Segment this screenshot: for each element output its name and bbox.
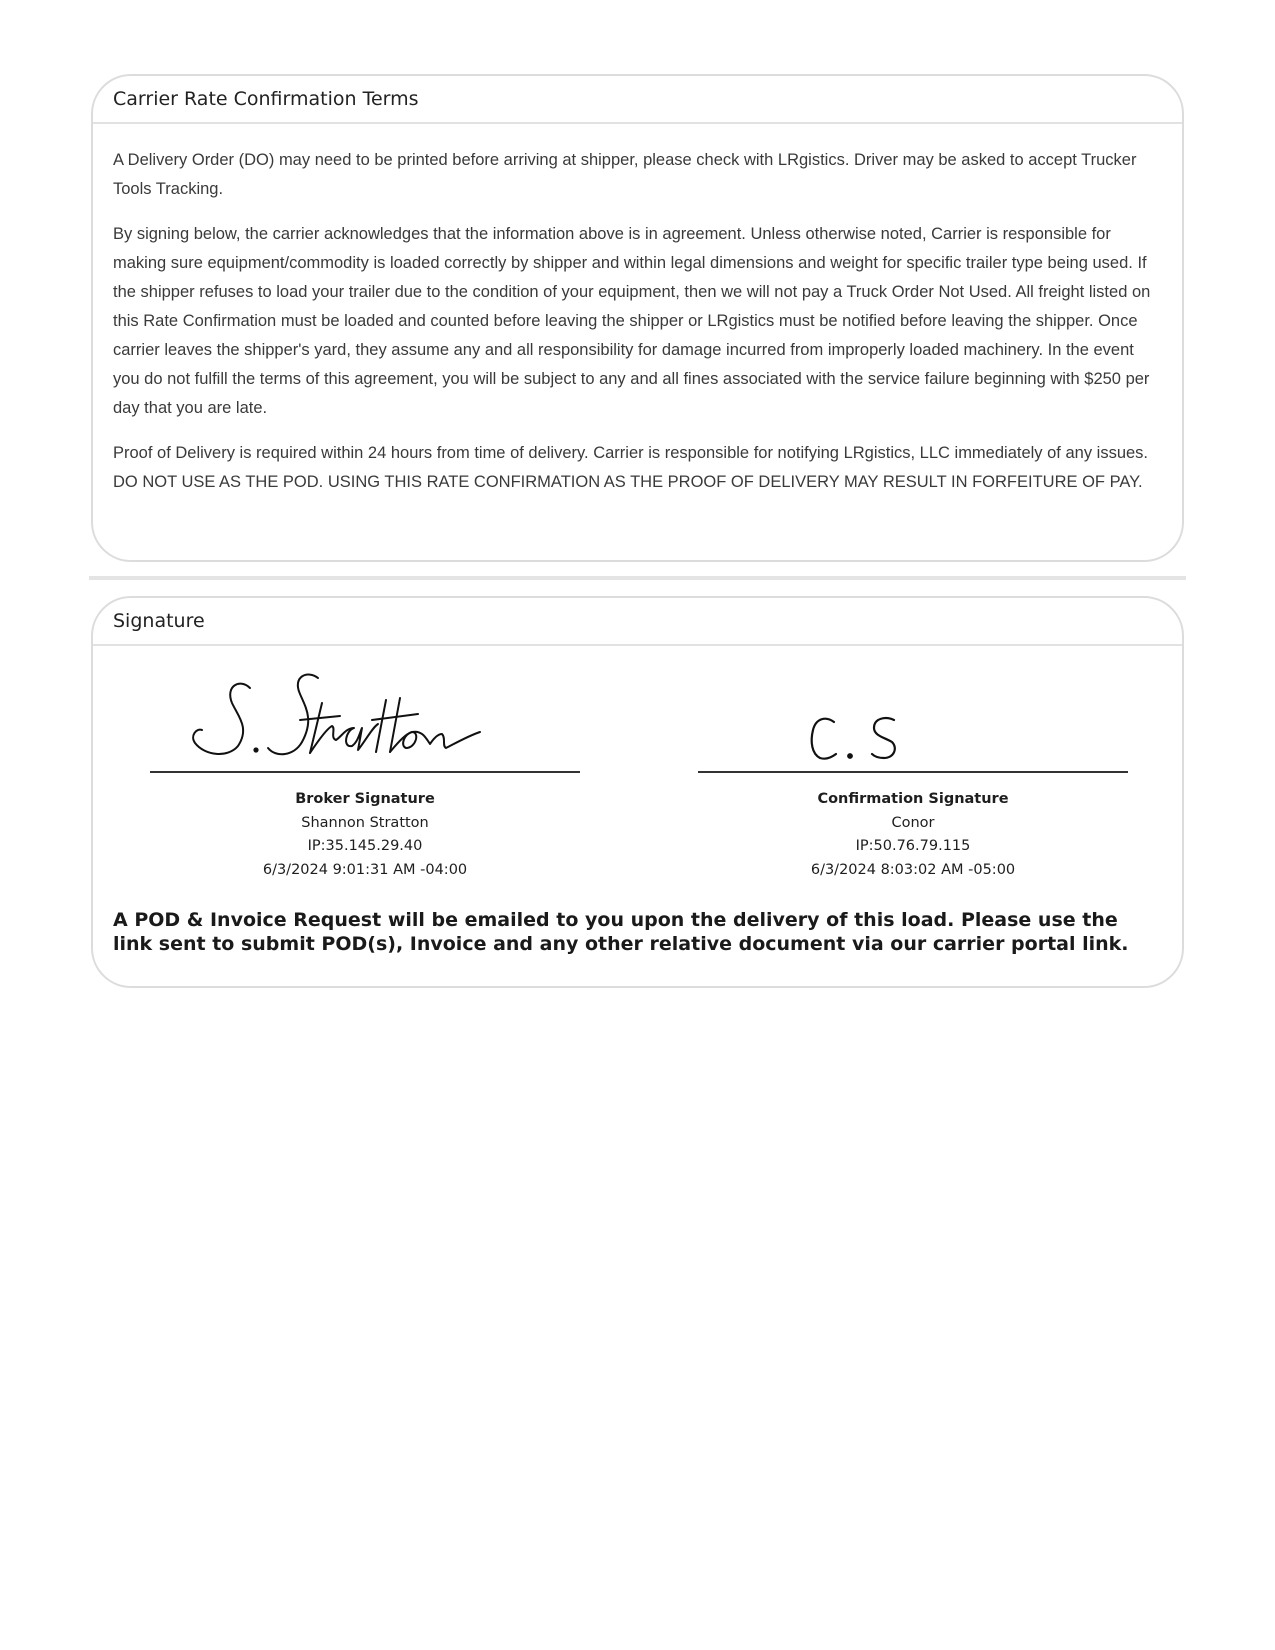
broker-signature-label: Broker Signature — [295, 791, 435, 807]
signature-card — [91, 596, 1184, 988]
terms-header — [93, 76, 1182, 124]
signature-header — [93, 598, 1182, 646]
broker-timestamp: 6/3/2024 9:01:31 AM -04:00 — [262, 861, 468, 878]
confirmation-signature-details — [698, 788, 1128, 882]
broker-handwritten-signature — [150, 658, 580, 770]
confirmation-timestamp: 6/3/2024 8:03:02 AM -05:00 — [810, 861, 1016, 878]
confirmation-name: Conor — [891, 814, 935, 831]
broker-name: Shannon Stratton — [301, 814, 429, 831]
terms-paragraph-proof-of-delivery: Proof of Delivery is required within 24 hours from time of delivery. Carrier is responsible for notifying LRgistics, LLC immediately of any issues. DO NOT USE AS THE POD. USING THIS RATE CONFIRMATION AS THE PROOF OF DELIVERY MAY RESULT IN FORFEITURE OF PAY. — [113, 444, 1149, 491]
broker-signature-line — [150, 771, 580, 773]
terms-paragraph-delivery-order: A Delivery Order (DO) may need to be printed before arriving at shipper, please check with LRgistics. Driver may be asked to accept Trucker Tools Tracking. — [113, 151, 1137, 198]
pod-invoice-notice: A POD & Invoice Request will be emailed to you upon the delivery of this load. Please use the link sent to submit POD(s), Invoice and any other relative document via our carrier portal link. — [113, 909, 1129, 955]
terms-body — [93, 124, 1182, 497]
terms-paragraph-carrier-acknowledgement: By signing below, the carrier acknowledges that the information above is in agreement. Unless otherwise noted, Carrier is responsible for making sure equipment/commodity is loaded correctly by shipper and within legal dimensions and weight for specific trailer type being used. If the shipper refuses to load your trailer due to the condition of your equipment, then we will not pay a Truck Order Not Used. All freight listed on this Rate Confirmation must be loaded and counted before leaving the shipper or LRgistics must be notified before leaving the shipper. Once carrier leaves the shipper's yard, they assume any and all responsibility for damage incurred from improperly loaded machinery. In the event you do not fulfill the terms of this agreement, you will be subject to any and all fines associated with the service failure beginning with $250 per day that you are late. — [113, 225, 1151, 417]
broker-signature-details — [150, 788, 580, 882]
confirmation-signature-block — [698, 658, 1128, 888]
confirmation-ip: IP:50.76.79.115 — [855, 838, 971, 854]
terms-title: Carrier Rate Confirmation Terms — [113, 88, 419, 110]
confirmation-handwritten-signature — [698, 658, 1128, 770]
broker-ip: IP:35.145.29.40 — [307, 838, 423, 854]
terms-card — [91, 74, 1184, 562]
section-divider — [89, 576, 1186, 580]
signature-title: Signature — [113, 610, 205, 632]
confirmation-signature-label: Confirmation Signature — [817, 791, 1009, 807]
broker-signature-block — [150, 658, 580, 888]
confirmation-signature-line — [698, 771, 1128, 773]
